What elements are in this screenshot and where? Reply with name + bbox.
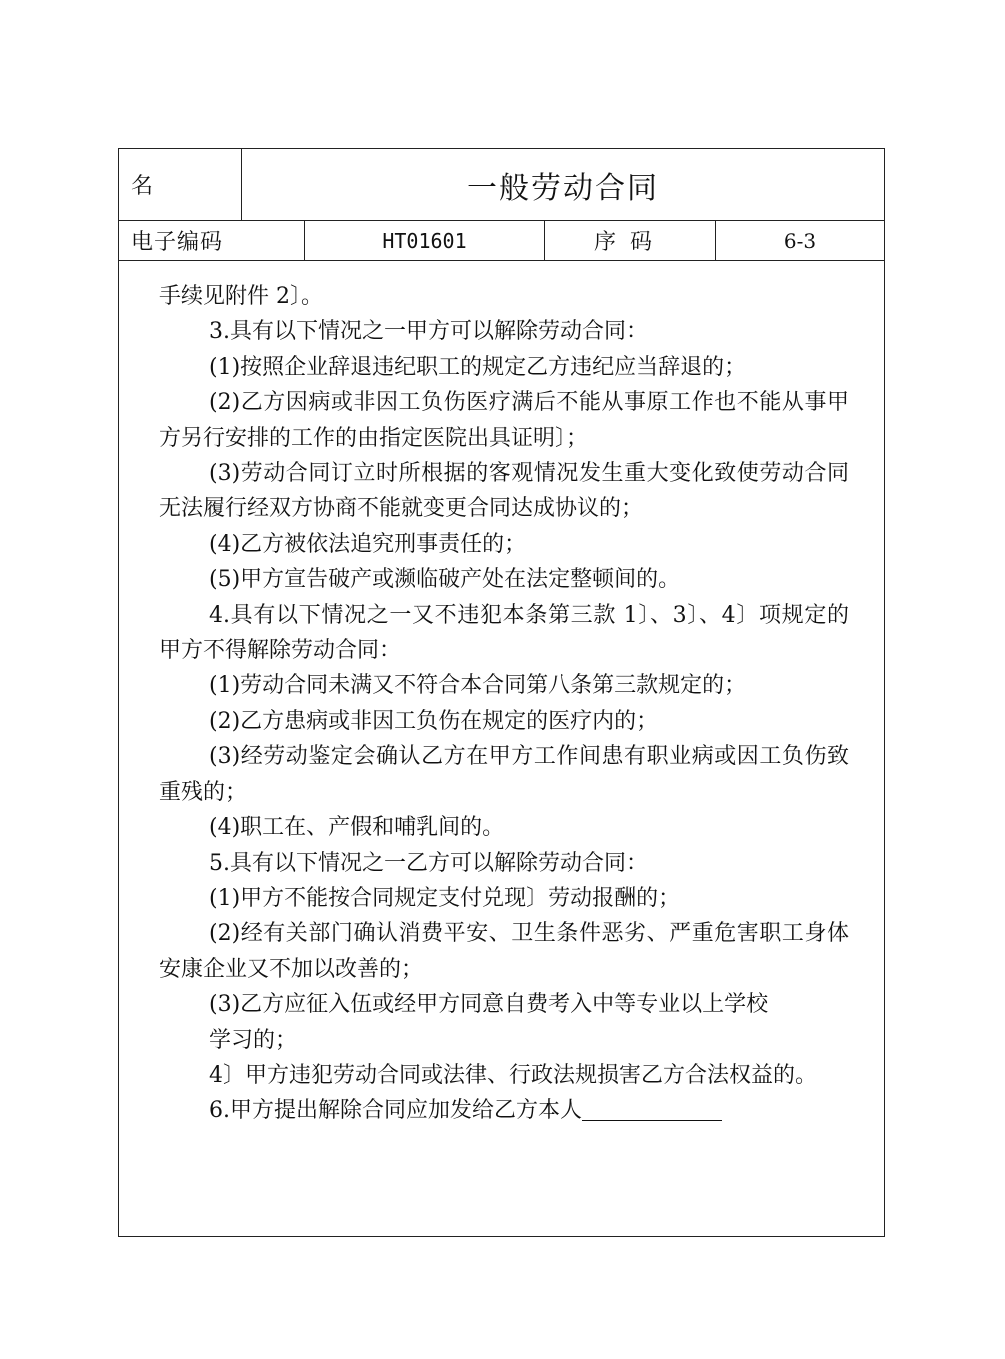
fill-in-blank-line	[582, 1094, 722, 1121]
sequence-label: 序码	[545, 221, 716, 260]
clause-heading	[159, 1093, 849, 1128]
paragraph: 手续见附件 2〕。	[159, 284, 323, 309]
form-frame	[118, 148, 885, 1237]
header-row-title	[119, 149, 884, 221]
clause-item: (2)乙方因病或非因工负伤医疗满后不能从事原工作也不能从事甲方另行安排的工作的由指定医院出具证明〕；	[159, 390, 849, 451]
clause-item: 4〕甲方违犯劳动合同或法律、行政法规损害乙方合法权益的。	[209, 1062, 817, 1088]
clause-item-continuation: 学习的；	[209, 1027, 298, 1053]
clause-heading: 3.具有以下情况之一甲方可以解除劳动合同：	[209, 319, 648, 345]
name-label: 名	[119, 149, 242, 220]
clause-item: (1)甲方不能按合同规定支付兑现〕劳动报酬的；	[209, 885, 681, 911]
clause-item: (3)乙方应征入伍或经甲方同意自费考入中等专业以上学校	[209, 992, 769, 1018]
contract-body	[159, 279, 849, 1129]
electronic-code-label: 电子编码	[119, 221, 305, 260]
clause-item: (3)劳动合同订立时所根据的客观情况发生重大变化致使劳动合同无法履行经双方协商不能就变更合同达成协议的；	[159, 461, 849, 522]
clause-item: (1)按照企业辞退违纪职工的规定乙方违纪应当辞退的；	[209, 354, 747, 380]
clause-item: (5)甲方宣告破产或濒临破产处在法定整顿间的。	[209, 567, 681, 593]
clause-heading: 4.具有以下情况之一又不违犯本条第三款 1〕、3〕、4〕项规定的甲方不得解除劳动合同：	[159, 602, 849, 664]
header-row-code	[119, 221, 884, 261]
document-title: 一般劳动合同	[467, 170, 659, 206]
clause-item: (3)经劳动鉴定会确认乙方在甲方工作间患有职业病或因工负伤致重残的；	[159, 744, 849, 805]
clause-heading: 5.具有以下情况之一乙方可以解除劳动合同：	[209, 850, 648, 876]
clause-item: (4)乙方被依法追究刑事责任的；	[209, 531, 527, 557]
sequence-value: 6-3	[783, 228, 817, 253]
electronic-code-value: HT01601	[305, 221, 545, 260]
clause-item: (2)经有关部门确认消费平安、卫生条件恶劣、严重危害职工身体安康企业又不加以改善的；	[159, 921, 849, 982]
clause-item: (2)乙方患病或非因工负伤在规定的医疗内的；	[209, 708, 659, 734]
clause-item: (4)职工在、产假和哺乳间的。	[209, 815, 505, 841]
clause-item: (1)劳动合同未满又不符合本合同第八条第三款规定的；	[209, 673, 747, 699]
clause-text: 6.甲方提出解除合同应加发给乙方本人	[209, 1098, 582, 1124]
